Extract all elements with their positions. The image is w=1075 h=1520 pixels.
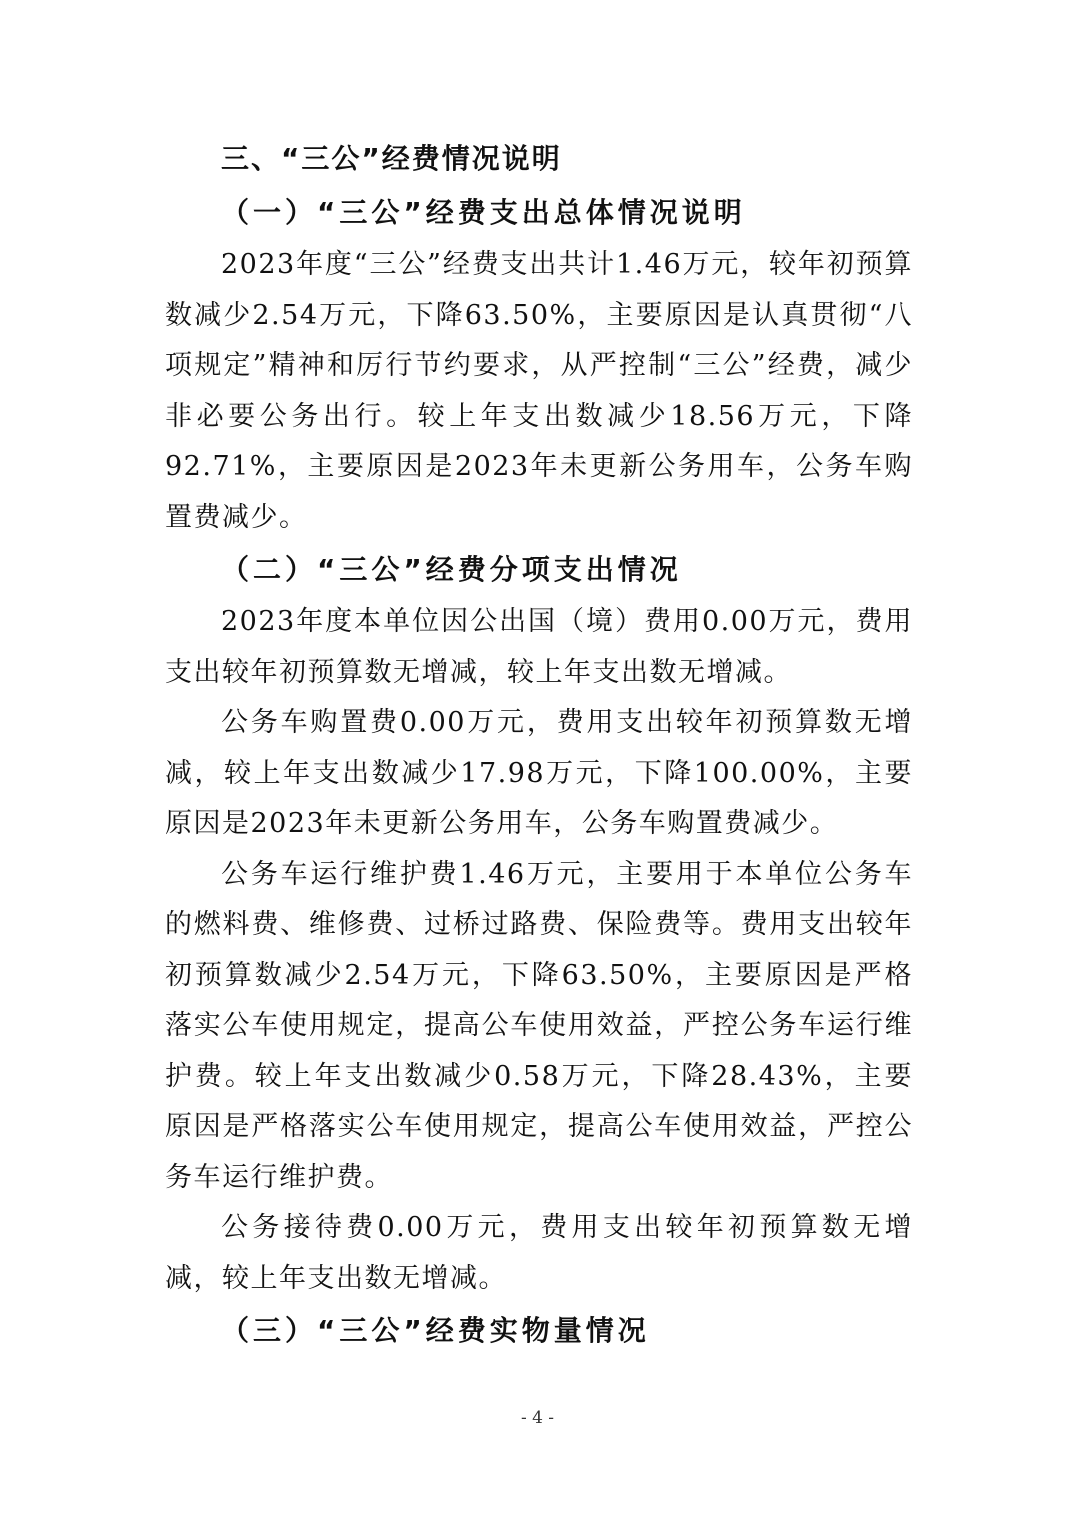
overseas-paragraph: 2023年度本单位因公出国（境）费用0.00万元，费用支出较年初预算数无增减，较上年支出数无增减。: [165, 606, 913, 688]
subsection-heading-2: （二）“三公”经费分项支出情况: [221, 553, 682, 586]
vehicle-purchase-paragraph: 公务车购置费0.00万元，费用支出较年初预算数无增减，较上年支出数减少17.98万元，下降100.00%，主要原因是2023年未更新公务用车，公务车购置费减少。: [165, 707, 913, 839]
reception-paragraph: 公务接待费0.00万元，费用支出较年初预算数无增减，较上年支出数无增减。: [165, 1212, 913, 1294]
section-heading: 三、“三公”经费情况说明: [221, 142, 562, 175]
subsection-heading-1: （一）“三公”经费支出总体情况说明: [221, 196, 746, 229]
vehicle-maintenance-paragraph: 公务车运行维护费1.46万元，主要用于本单位公务车的燃料费、维修费、过桥过路费、保险费等。费用支出较年初预算数减少2.54万元，下降63.50%，主要原因是严格落实公车使用规定，提高公车使用效益，严控公务车运行维护费。较上年支出数减少0.58万元，下降28.43%，主要原因是严格落实公车使用规定，提高公车使用效益，严控公务车运行维护费。: [165, 858, 913, 1193]
overall-paragraph: 2023年度“三公”经费支出共计1.46万元，较年初预算数减少2.54万元，下降63.50%，主要原因是认真贯彻“八项规定”精神和厉行节约要求，从严控制“三公”经费，减少非必要公务出行。较上年支出数减少18.56万元，下降92.71%，主要原因是2023年未更新公务用车，公务车购置费减少。: [165, 249, 913, 533]
subsection-heading-3: （三）“三公”经费实物量情况: [221, 1314, 650, 1347]
document-body: [165, 132, 913, 1358]
page-number: - 4 -: [520, 1408, 555, 1428]
